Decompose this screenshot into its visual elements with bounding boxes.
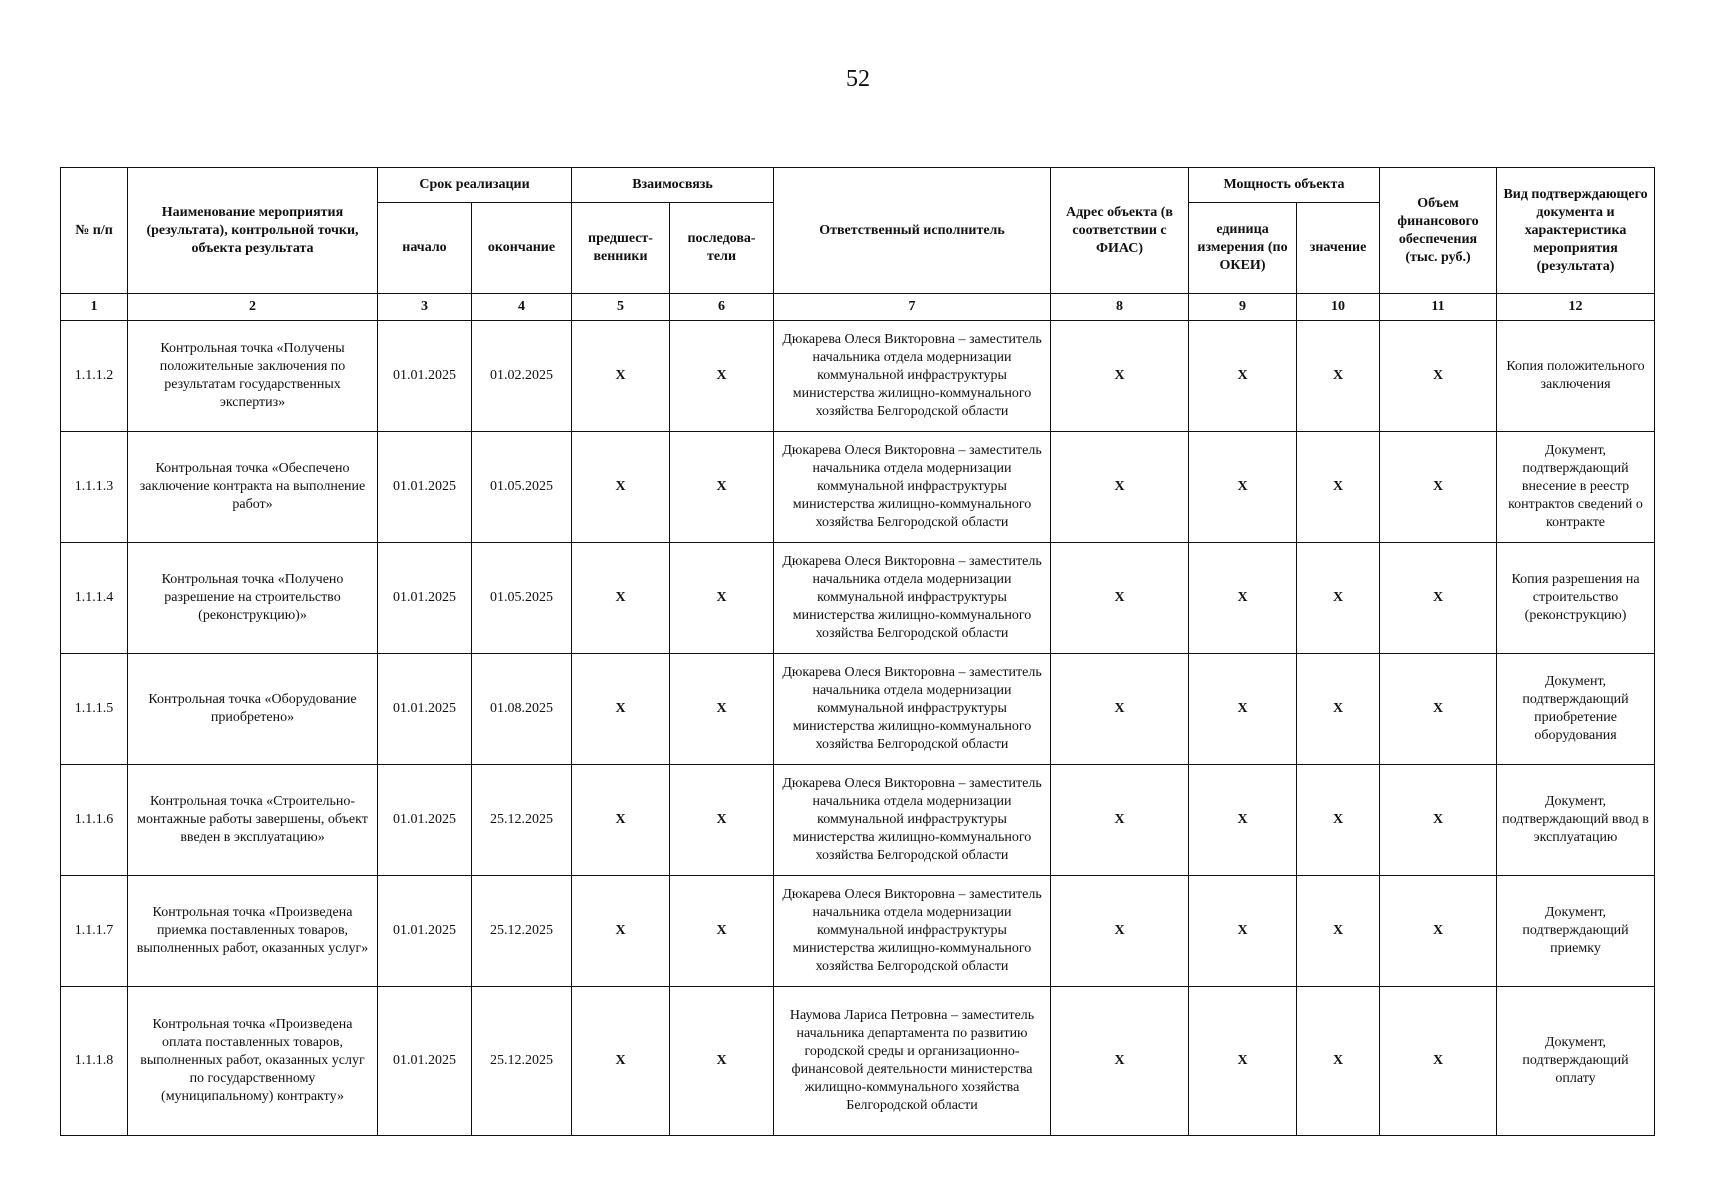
funding-cell: X	[1380, 321, 1497, 432]
start-date: 01.01.2025	[378, 543, 472, 654]
start-date: 01.01.2025	[378, 654, 472, 765]
executor-cell: Дюкарева Олеся Викторовна – заместитель начальника отдела модернизации коммунальной инфраструктуры министерства жилищно-коммунального хозяйства Белгородской области	[774, 876, 1051, 987]
row-number: 1.1.1.2	[61, 321, 128, 432]
value-cell: X	[1297, 876, 1380, 987]
table-row	[61, 543, 1655, 654]
executor-cell: Дюкарева Олеся Викторовна – заместитель начальника отдела модернизации коммунальной инфраструктуры министерства жилищно-коммунального хозяйства Белгородской области	[774, 765, 1051, 876]
document-cell: Документ, подтверждающий приобретение оборудования	[1497, 654, 1655, 765]
header-start: начало	[378, 203, 472, 294]
end-date: 25.12.2025	[472, 876, 572, 987]
document-cell: Документ, подтверждающий ввод в эксплуатацию	[1497, 765, 1655, 876]
funding-cell: X	[1380, 765, 1497, 876]
end-date: 01.05.2025	[472, 432, 572, 543]
header-unit: единица измерения (по ОКЕИ)	[1189, 203, 1297, 294]
column-number: 4	[472, 294, 572, 321]
header-period: Срок реализации	[378, 168, 572, 203]
successors-cell: X	[670, 321, 774, 432]
funding-cell: X	[1380, 987, 1497, 1136]
checkpoint-name: Контрольная точка «Произведена оплата поставленных товаров, выполненных работ, оказанных услуг по государственному (муниципальному) контракту»	[128, 987, 378, 1136]
predecessors-cell: X	[572, 543, 670, 654]
header-relation: Взаимосвязь	[572, 168, 774, 203]
header-predecessors: предшест-венники	[572, 203, 670, 294]
value-cell: X	[1297, 543, 1380, 654]
predecessors-cell: X	[572, 876, 670, 987]
end-date: 25.12.2025	[472, 765, 572, 876]
column-number: 6	[670, 294, 774, 321]
end-date: 01.05.2025	[472, 543, 572, 654]
table-row	[61, 654, 1655, 765]
start-date: 01.01.2025	[378, 765, 472, 876]
column-number: 7	[774, 294, 1051, 321]
end-date: 01.02.2025	[472, 321, 572, 432]
checkpoint-name: Контрольная точка «Произведена приемка поставленных товаров, выполненных работ, оказанных услуг»	[128, 876, 378, 987]
value-cell: X	[1297, 321, 1380, 432]
unit-cell: X	[1189, 876, 1297, 987]
document-cell: Документ, подтверждающий внесение в реестр контрактов сведений о контракте	[1497, 432, 1655, 543]
checkpoint-name: Контрольная точка «Получено разрешение на строительство (реконструкцию)»	[128, 543, 378, 654]
successors-cell: X	[670, 765, 774, 876]
unit-cell: X	[1189, 765, 1297, 876]
value-cell: X	[1297, 765, 1380, 876]
column-number-row	[61, 294, 1655, 321]
row-number: 1.1.1.3	[61, 432, 128, 543]
header-address: Адрес объекта (в соответствии с ФИАС)	[1051, 168, 1189, 294]
header-row-top	[61, 168, 1655, 203]
table-row	[61, 765, 1655, 876]
successors-cell: X	[670, 876, 774, 987]
checkpoint-name: Контрольная точка «Оборудование приобретено»	[128, 654, 378, 765]
funding-cell: X	[1380, 543, 1497, 654]
address-cell: X	[1051, 654, 1189, 765]
unit-cell: X	[1189, 543, 1297, 654]
executor-cell: Дюкарева Олеся Викторовна – заместитель начальника отдела модернизации коммунальной инфраструктуры министерства жилищно-коммунального хозяйства Белгородской области	[774, 321, 1051, 432]
start-date: 01.01.2025	[378, 987, 472, 1136]
table-row	[61, 987, 1655, 1136]
value-cell: X	[1297, 432, 1380, 543]
column-number: 3	[378, 294, 472, 321]
table-row	[61, 876, 1655, 987]
predecessors-cell: X	[572, 654, 670, 765]
document-cell: Копия разрешения на строительство (реконструкцию)	[1497, 543, 1655, 654]
column-number: 11	[1380, 294, 1497, 321]
header-document: Вид подтверждающего документа и характеристика мероприятия (результата)	[1497, 168, 1655, 294]
table-row	[61, 432, 1655, 543]
successors-cell: X	[670, 543, 774, 654]
funding-cell: X	[1380, 432, 1497, 543]
page-number: 52	[846, 66, 870, 92]
column-number: 8	[1051, 294, 1189, 321]
executor-cell: Наумова Лариса Петровна – заместитель начальника департамента по развитию городской среды и организационно-финансовой деятельности министерства жилищно-коммунального хозяйства Белгородской области	[774, 987, 1051, 1136]
column-number: 12	[1497, 294, 1655, 321]
row-number: 1.1.1.6	[61, 765, 128, 876]
document-cell: Документ, подтверждающий оплату	[1497, 987, 1655, 1136]
address-cell: X	[1051, 432, 1189, 543]
start-date: 01.01.2025	[378, 432, 472, 543]
row-number: 1.1.1.8	[61, 987, 128, 1136]
start-date: 01.01.2025	[378, 321, 472, 432]
header-end: окончание	[472, 203, 572, 294]
address-cell: X	[1051, 543, 1189, 654]
value-cell: X	[1297, 987, 1380, 1136]
executor-cell: Дюкарева Олеся Викторовна – заместитель начальника отдела модернизации коммунальной инфраструктуры министерства жилищно-коммунального хозяйства Белгородской области	[774, 543, 1051, 654]
header-funding: Объем финансового обеспечения (тыс. руб.)	[1380, 168, 1497, 294]
address-cell: X	[1051, 321, 1189, 432]
successors-cell: X	[670, 432, 774, 543]
predecessors-cell: X	[572, 987, 670, 1136]
funding-cell: X	[1380, 654, 1497, 765]
column-number: 10	[1297, 294, 1380, 321]
table-row	[61, 321, 1655, 432]
checkpoint-name: Контрольная точка «Обеспечено заключение контракта на выполнение работ»	[128, 432, 378, 543]
successors-cell: X	[670, 654, 774, 765]
checkpoint-name: Контрольная точка «Строительно-монтажные работы завершены, объект введен в эксплуатацию»	[128, 765, 378, 876]
predecessors-cell: X	[572, 432, 670, 543]
header-capacity: Мощность объекта	[1189, 168, 1380, 203]
address-cell: X	[1051, 876, 1189, 987]
column-number: 5	[572, 294, 670, 321]
plan-table	[60, 167, 1655, 1136]
end-date: 01.08.2025	[472, 654, 572, 765]
successors-cell: X	[670, 987, 774, 1136]
unit-cell: X	[1189, 432, 1297, 543]
header-successors: последова-тели	[670, 203, 774, 294]
row-number: 1.1.1.4	[61, 543, 128, 654]
value-cell: X	[1297, 654, 1380, 765]
executor-cell: Дюкарева Олеся Викторовна – заместитель начальника отдела модернизации коммунальной инфраструктуры министерства жилищно-коммунального хозяйства Белгородской области	[774, 432, 1051, 543]
header-executor: Ответственный исполнитель	[774, 168, 1051, 294]
column-number: 1	[61, 294, 128, 321]
funding-cell: X	[1380, 876, 1497, 987]
row-number: 1.1.1.7	[61, 876, 128, 987]
row-number: 1.1.1.5	[61, 654, 128, 765]
column-number: 2	[128, 294, 378, 321]
executor-cell: Дюкарева Олеся Викторовна – заместитель начальника отдела модернизации коммунальной инфраструктуры министерства жилищно-коммунального хозяйства Белгородской области	[774, 654, 1051, 765]
unit-cell: X	[1189, 321, 1297, 432]
predecessors-cell: X	[572, 321, 670, 432]
header-value: значение	[1297, 203, 1380, 294]
predecessors-cell: X	[572, 765, 670, 876]
checkpoint-name: Контрольная точка «Получены положительные заключения по результатам государственных экспертиз»	[128, 321, 378, 432]
start-date: 01.01.2025	[378, 876, 472, 987]
unit-cell: X	[1189, 654, 1297, 765]
document-cell: Копия положительного заключения	[1497, 321, 1655, 432]
header-num: № п/п	[61, 168, 128, 294]
address-cell: X	[1051, 765, 1189, 876]
end-date: 25.12.2025	[472, 987, 572, 1136]
document-cell: Документ, подтверждающий приемку	[1497, 876, 1655, 987]
address-cell: X	[1051, 987, 1189, 1136]
unit-cell: X	[1189, 987, 1297, 1136]
header-name: Наименование мероприятия (результата), контрольной точки, объекта результата	[128, 168, 378, 294]
column-number: 9	[1189, 294, 1297, 321]
